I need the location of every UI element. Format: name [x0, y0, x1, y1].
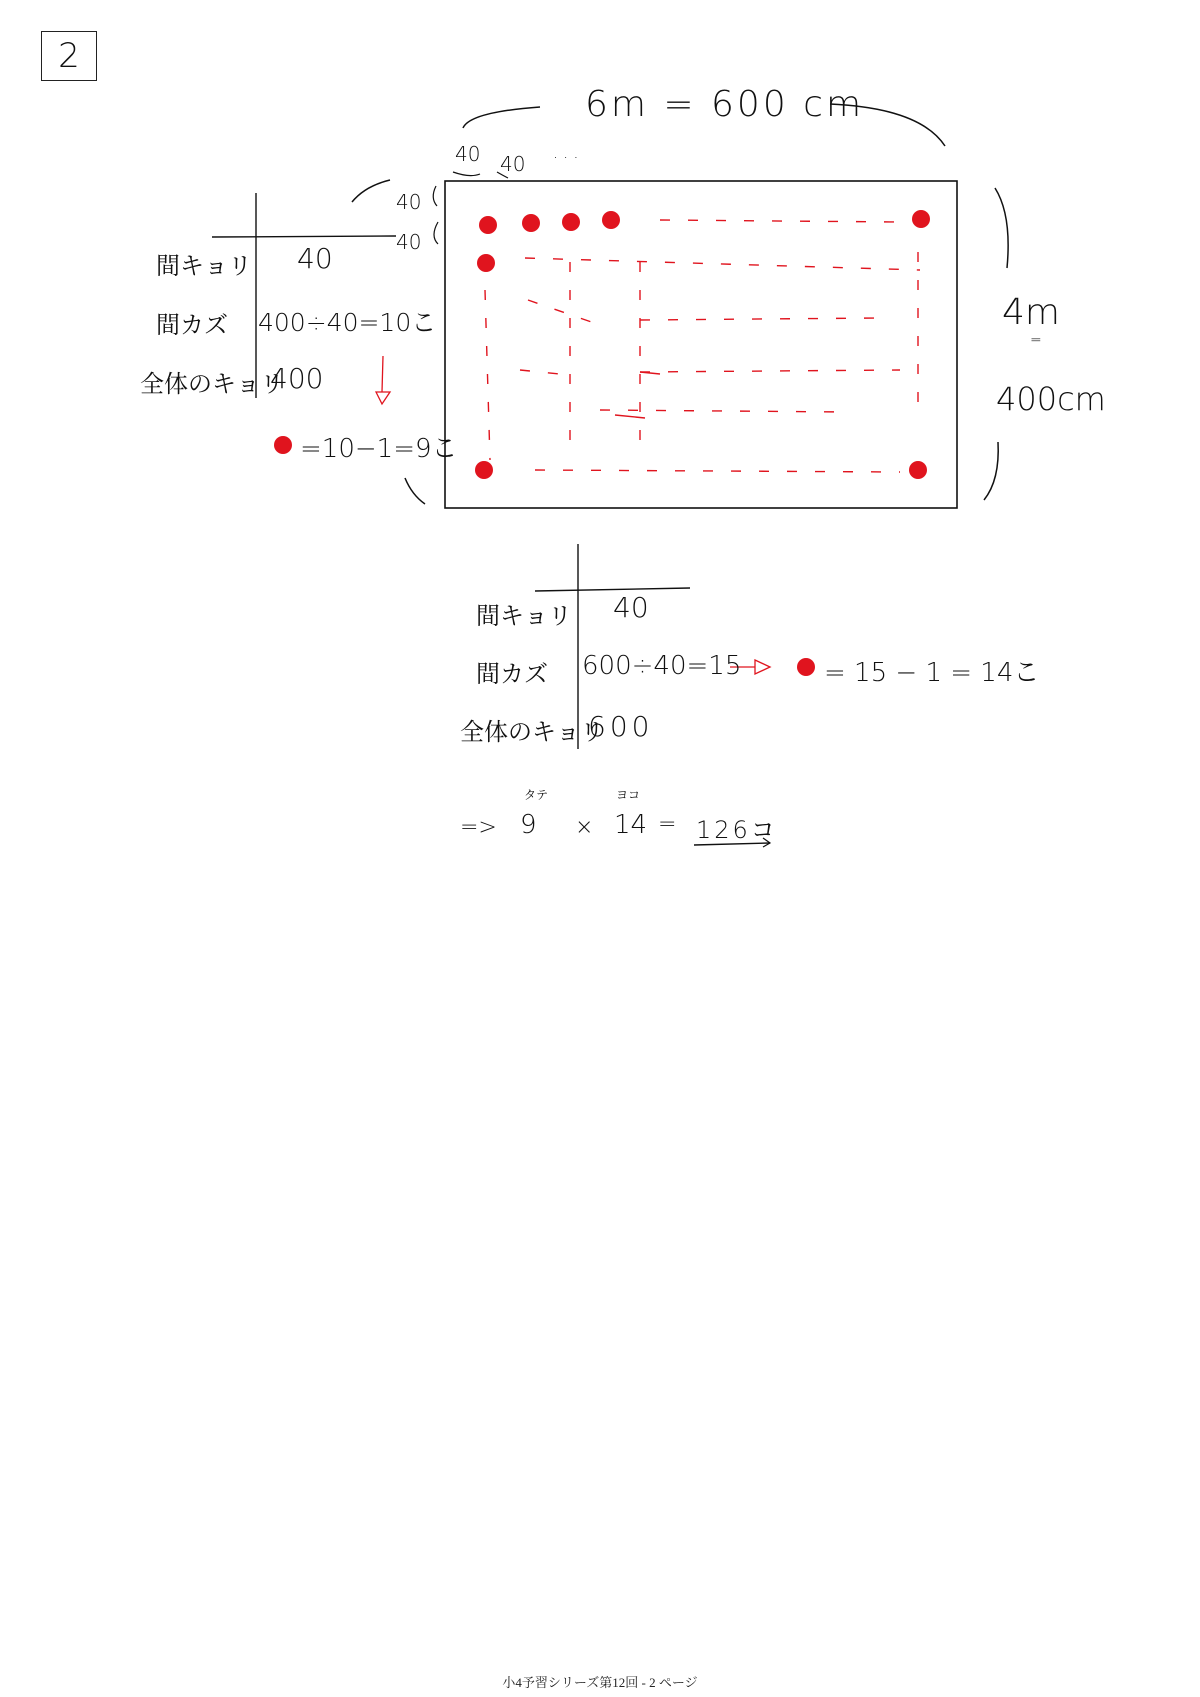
table1-label-total: 全体のキョリ [140, 370, 284, 398]
table1-value-total: 400 [270, 362, 324, 395]
yoko-label: ヨコ [616, 788, 641, 802]
height-label-bottom: 400cm [996, 380, 1106, 418]
answer-result: 126コ [696, 816, 778, 844]
right-brace [995, 188, 1008, 268]
table1-label-count: 間カズ [156, 311, 228, 339]
spacing-bracket [453, 172, 480, 176]
left-brace [405, 478, 425, 504]
red-dot [562, 213, 580, 231]
top-brace [463, 107, 540, 128]
top-spacing-2: 40 [500, 152, 526, 176]
left-spacing-1: 40 [396, 190, 422, 214]
right-brace [984, 442, 998, 500]
tate-value: 9 [520, 810, 537, 840]
red-dot-legend [274, 436, 292, 454]
table2-value-count: 600÷40=15 [582, 651, 742, 681]
red-dot-legend [797, 658, 815, 676]
page-footer: 小4予習シリーズ第12回 - 2 ページ [502, 1675, 698, 1690]
spacing-bracket [434, 222, 438, 244]
table1-value-interval: 40 [297, 242, 333, 275]
red-dashed-lines [485, 220, 920, 472]
table1-value-count: 400÷40=10こ [258, 308, 437, 337]
times-sign: × [575, 815, 594, 840]
height-label-top: 4m [1002, 292, 1060, 333]
red-dot [477, 254, 495, 272]
problem-number: 2 [41, 31, 97, 81]
yoko-value: 14 [614, 810, 648, 840]
red-dot [912, 210, 930, 228]
red-down-arrow [376, 356, 390, 404]
top-spacing-1: 40 [455, 142, 481, 166]
table2-label-interval: 間キョリ [476, 602, 572, 630]
left-spacing-2: 40 [396, 230, 422, 254]
red-solid-strokes [615, 372, 660, 418]
height-label-eq: = [1030, 332, 1042, 348]
red-dot [522, 214, 540, 232]
answer-arrow: => [460, 815, 497, 840]
tate-label: タテ [524, 788, 549, 802]
spacing-bracket [433, 186, 437, 206]
top-ellipsis: · · · [553, 148, 579, 167]
table2-value-interval: 40 [613, 591, 649, 624]
red-dot [479, 216, 497, 234]
table2-value-total: 600 [588, 710, 654, 743]
red-dot [909, 461, 927, 479]
table1-label-interval: 間キョリ [156, 252, 252, 280]
red-dot [602, 211, 620, 229]
red-dot [475, 461, 493, 479]
table2-label-count: 間カズ [476, 660, 548, 688]
width-label: 6m = 600 cm [585, 84, 865, 125]
table1-horizontal-line [212, 236, 396, 237]
left-brace [352, 180, 390, 202]
equals-sign: = [658, 812, 677, 837]
field-rectangle [445, 181, 957, 508]
table2-result: = 15 − 1 = 14こ [824, 658, 1040, 688]
red-dots [475, 210, 930, 479]
table2-label-total: 全体のキョリ [460, 718, 604, 746]
table1-result: =10−1=9こ [300, 434, 458, 464]
